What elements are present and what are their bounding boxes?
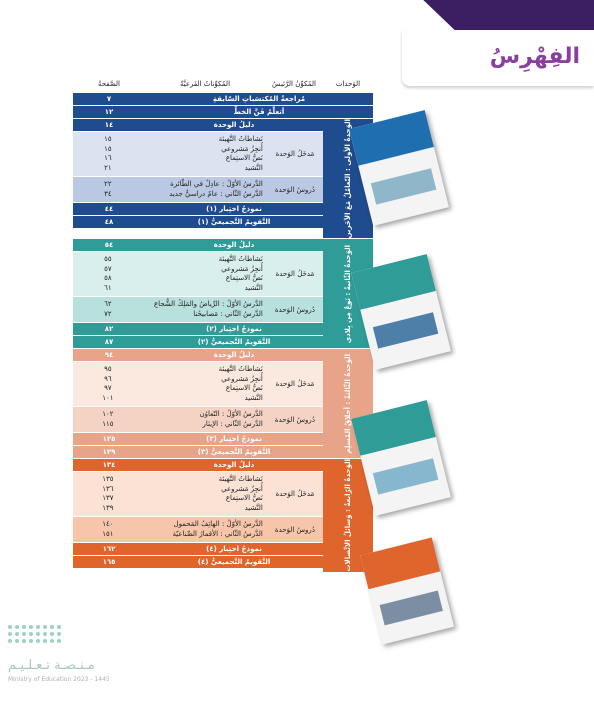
page-number: ٦٢: [104, 300, 112, 309]
logo-dot: [15, 625, 19, 629]
header-sub: المُكوِّناتُ الفَرعيَّةُ: [179, 80, 231, 88]
unit-block: [73, 458, 373, 572]
lessons-section: [73, 176, 323, 202]
lessons-items: [143, 517, 267, 542]
eval-row: [73, 335, 323, 348]
intro-pages: [73, 362, 143, 406]
logo-dot: [36, 639, 40, 643]
logo-dot: [8, 639, 12, 643]
sub-item: نَشاطاتُ التَّهيئة: [218, 135, 263, 143]
page-number: ٦١: [104, 283, 112, 292]
guide-text: دليلُ الوحدة: [213, 461, 255, 470]
guide-row: [73, 459, 323, 471]
page-number: ٧٢: [104, 309, 112, 318]
logo-dot: [22, 625, 26, 629]
sub-item: أُنجِزُ مَشروعي: [221, 144, 263, 153]
intro-section: [73, 131, 323, 176]
guide-text: دليلُ الوحدة: [213, 121, 255, 129]
title-box: [402, 30, 594, 86]
eval-page: ٤٨: [104, 218, 114, 226]
page-number: ٥٨: [104, 274, 112, 283]
lessons-section: [73, 406, 323, 432]
test-text: نموذجُ اختِبار (٤): [206, 545, 262, 554]
sub-item: أُنجِزُ مَشروعي: [221, 374, 263, 383]
intro-section: [73, 251, 323, 296]
lessons-pages: [73, 297, 143, 322]
intro-row: [73, 105, 373, 118]
logo-dot: [8, 632, 12, 636]
guide-page: ٥٤: [104, 241, 114, 250]
guide-row: [73, 239, 323, 251]
sub-item: الدَّرسُ الثّاني : الإيثار: [202, 419, 263, 428]
intro-row: [73, 93, 373, 105]
eval-row: [73, 215, 323, 228]
page-number: ١٣٩: [102, 503, 114, 512]
intro-pages: [73, 472, 143, 516]
intro-pages: [73, 132, 143, 176]
logo-dot: [36, 632, 40, 636]
logo-dot: [29, 632, 33, 636]
sub-item: الدَّرسُ الثّاني : عامٌ دراسيٌّ جديد: [169, 189, 263, 198]
guide-page: ٩٤: [104, 351, 114, 360]
page-number: ١١٥: [102, 419, 114, 428]
page-title: الفِهْرِسُ: [489, 44, 580, 69]
page-number: ١٤٠: [102, 520, 114, 529]
logo-dot: [8, 625, 12, 629]
intro-section: [73, 361, 323, 406]
logo-dot: [29, 625, 33, 629]
unit-title: الوَحدةُ الثّانيةُ : نَوعٌ مِن بِلادي: [344, 244, 352, 344]
sub-item: نَصُّ الاستِماع: [225, 154, 263, 162]
test-page: ١٦٢: [102, 545, 116, 554]
logo-subtext: Ministry of Education 2023 - 1445: [8, 676, 110, 683]
page-number: ١٣٥: [102, 475, 114, 484]
unit-body: [73, 239, 323, 348]
test-page: ١٢٥: [102, 435, 116, 444]
lessons-main: دُروسُ الوَحدة: [274, 525, 315, 534]
test-text: نموذجُ اختِبار (٢): [206, 325, 262, 334]
intro-items: [143, 362, 267, 406]
sub-item: نَصُّ الاستِماع: [225, 384, 263, 393]
lessons-section: [73, 296, 323, 322]
sub-item: نَصُّ الاستِماع: [225, 274, 263, 283]
test-row: [73, 202, 323, 215]
sub-item: النَّشيد: [244, 503, 263, 512]
test-row: [73, 322, 323, 335]
intro-main: مَدخَلُ الوَحدة: [275, 490, 315, 499]
lessons-pages: [73, 177, 143, 202]
lessons-section: [73, 516, 323, 542]
logo-dot: [15, 639, 19, 643]
page-number: ٥٧: [104, 264, 112, 273]
test-text: نموذجُ اختِبار (١): [206, 205, 262, 213]
guide-row: [73, 119, 323, 131]
intro-main: مَدخَلُ الوَحدة: [275, 270, 315, 279]
test-text: نموذجُ اختِبار (٣): [206, 435, 262, 444]
page-number: ٩٦: [104, 374, 112, 383]
sub-item: نَصُّ الاستِماع: [225, 494, 263, 503]
eval-page: ١٢٩: [102, 448, 116, 457]
unit-block: [73, 348, 373, 458]
sub-item: الدَّرسُ الثّاني : الأقمارُ الصِّناعيّة: [172, 529, 263, 538]
header-page: الصَّفحةُ: [98, 80, 120, 88]
logo-dot: [43, 625, 47, 629]
logo-dot: [15, 632, 19, 636]
unit-block: [73, 238, 373, 348]
book-cover-4: [360, 537, 454, 644]
table-header: [73, 75, 373, 93]
page-number: ٢١: [104, 163, 112, 172]
sub-item: نَشاطاتُ التَّهيئة: [218, 255, 263, 264]
sub-item: النَّشيد: [244, 163, 263, 172]
intro-row-page: ٧: [106, 95, 112, 103]
unit-title: الوَحدةُ الأولى : التّعامُلُ مَعَ الآخَرين: [344, 119, 352, 239]
logo-dot: [36, 625, 40, 629]
lessons-pages: [73, 407, 143, 432]
page-number: ١٠٢: [102, 410, 114, 419]
page-number: ٥٥: [104, 255, 112, 264]
sub-item: نَشاطاتُ التَّهيئة: [218, 365, 263, 374]
guide-row: [73, 349, 323, 361]
lessons-main: دُروسُ الوَحدة: [274, 185, 315, 194]
unit-body: [73, 459, 323, 572]
logo-dot: [50, 632, 54, 636]
sub-item: أُنجِزُ مَشروعي: [221, 484, 263, 493]
test-page: ٤٤: [104, 205, 114, 213]
sub-item: النَّشيد: [244, 283, 263, 292]
lessons-main: دُروسُ الوَحدة: [274, 415, 315, 424]
guide-page: ١٤: [104, 121, 114, 129]
eval-row: [73, 445, 323, 458]
sub-item: الدَّرسُ الأوّلُ : التّعاوُن: [199, 410, 263, 419]
logo-dots: [8, 625, 68, 643]
sub-item: النَّشيد: [244, 393, 263, 402]
guide-text: دليلُ الوحدة: [213, 241, 255, 250]
lessons-pages: [73, 517, 143, 542]
sub-item: الدَّرسُ الأوّلُ : الهاتِفُ المَحمول: [173, 520, 263, 529]
intro-pages: [73, 252, 143, 296]
logo-text: مـنـصـة تـعـلـيـم: [8, 658, 95, 673]
unit-title: الوَحدةُ الثّالثةُ : أخلاقُ المُسلِم: [344, 354, 352, 454]
intro-items: [143, 472, 267, 516]
unit-body: [73, 349, 323, 458]
eval-row: [73, 555, 323, 568]
lessons-main: دُروسُ الوَحدة: [274, 305, 315, 314]
intro-items: [143, 252, 267, 296]
header-unit: الوَحدات: [335, 80, 361, 88]
page-number: ١٦: [104, 154, 112, 162]
logo-dot: [50, 625, 54, 629]
page-number: ١٣٦: [102, 484, 114, 493]
logo-dot: [57, 625, 61, 629]
intro-row-text: مُراجعةُ المُكتسَباتِ السّابقةِ: [212, 95, 306, 103]
unit-title: الوَحدةُ الرّابعةُ : وَسائلُ الاتِّصالات: [344, 459, 352, 572]
test-page: ٨٢: [104, 325, 114, 334]
logo-dot: [22, 639, 26, 643]
units-container: [73, 118, 373, 572]
intro-items: [143, 132, 267, 176]
intro-section: [73, 471, 323, 516]
page-number: ١٥: [104, 144, 112, 153]
test-row: [73, 542, 323, 555]
intro-main: مَدخَلُ الوَحدة: [275, 380, 315, 389]
unit-body: [73, 119, 323, 238]
sub-item: الدَّرسُ الأوّلُ : الرِّياضُ والمَلِكُ الشُّجاع: [153, 300, 263, 309]
logo-dot: [29, 639, 33, 643]
eval-text: التَّقويمُ التَّجميعيُّ (٣): [197, 448, 271, 457]
page-number: ١٥: [104, 135, 112, 143]
sub-item: الدَّرسُ الأوّلُ : عادِلٌ في الطّائرة: [170, 180, 263, 188]
page-number: ١٣٧: [102, 494, 114, 503]
guide-page: ١٣٤: [102, 461, 116, 470]
logo-dot: [57, 639, 61, 643]
intro-row-text: أتعلَّمُ فَنَّ الخطِّ: [233, 108, 285, 116]
eval-page: ١٦٥: [102, 558, 116, 567]
test-row: [73, 432, 323, 445]
page-number: ٣٤: [104, 189, 112, 198]
logo-dot: [43, 639, 47, 643]
lessons-items: [143, 177, 267, 202]
page-number: ٩٧: [104, 384, 112, 393]
sub-item: الدَّرسُ الثّاني : مَصابيحُنا: [193, 309, 263, 318]
logo-dot: [22, 632, 26, 636]
lessons-items: [143, 297, 267, 322]
eval-text: التَّقويمُ التَّجميعيُّ (١): [197, 218, 271, 226]
page-number: ٩٥: [104, 365, 112, 374]
page-number: ١٥١: [102, 529, 114, 538]
sub-item: أُنجِزُ مَشروعي: [221, 264, 263, 273]
logo-dot: [57, 632, 61, 636]
page-number: ١٠١: [102, 393, 114, 402]
header-main: المُكوِّنُ الرَّئيسُ: [272, 80, 316, 88]
intro-main: مَدخَلُ الوَحدة: [275, 150, 315, 158]
intro-row-page: ١٢: [104, 108, 114, 116]
page-number: ٢٢: [104, 180, 112, 188]
logo-dot: [50, 639, 54, 643]
eval-page: ٨٧: [104, 338, 114, 347]
eval-text: التَّقويمُ التَّجميعيُّ (٤): [197, 558, 271, 567]
unit-block: [73, 118, 373, 238]
contents-table: [73, 75, 373, 572]
sub-item: نَشاطاتُ التَّهيئة: [218, 475, 263, 484]
guide-text: دليلُ الوحدة: [213, 351, 255, 360]
lessons-items: [143, 407, 267, 432]
eval-text: التَّقويمُ التَّجميعيُّ (٢): [197, 338, 271, 347]
logo-dot: [43, 632, 47, 636]
